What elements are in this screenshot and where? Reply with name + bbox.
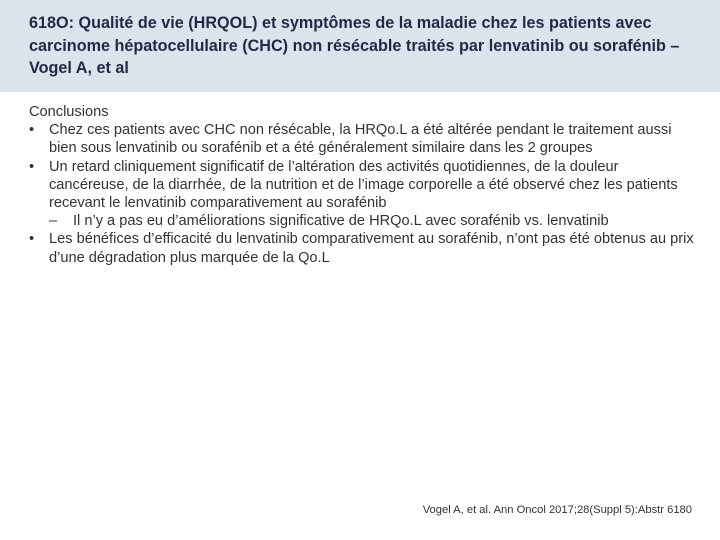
sub-bullet-marker: – xyxy=(49,213,58,230)
sub-bullet-list xyxy=(49,212,699,230)
bullet-text: Un retard cliniquement significatif de l’altération des activités quotidiennes, de la douleur cancéreuse, de la diarrhée, de la nutrition et de l’image corporelle a été observé chez les patients recevant le lenvatinib comparativement au sorafénib xyxy=(49,158,678,212)
slide-content xyxy=(29,103,699,267)
reference-citation: Vogel A, et al. Ann Oncol 2017;28(Suppl 5):Abstr 6180 xyxy=(422,504,692,516)
title-banner xyxy=(0,0,720,92)
bullet-text: Les bénéfices d’efficacité du lenvatinib comparativement au sorafénib, n’ont pas été obtenus au prix d’une dégradation plus marquée de la Qo.L xyxy=(49,231,694,266)
bullet-item xyxy=(29,158,699,231)
bullet-text: Chez ces patients avec CHC non résécable, la HRQo.L a été altérée pendant le traitement aussi bien sous lenvatinib ou sorafénib et a été généralement similaire dans les 2 groupes xyxy=(49,122,672,157)
bullet-marker: • xyxy=(29,158,35,175)
sub-bullet-text: Il n’y a pas eu d’améliorations significative de HRQo.L avec sorafénib vs. lenvatinib xyxy=(73,213,609,230)
bullet-marker: • xyxy=(29,122,35,139)
bullet-item xyxy=(29,230,699,266)
bullet-marker: • xyxy=(29,231,35,248)
section-heading: Conclusions xyxy=(29,104,109,120)
bullet-item xyxy=(29,121,699,157)
conclusions-list xyxy=(29,121,699,267)
slide-title: 618O: Qualité de vie (HRQOL) et symptômes de la maladie chez les patients avec carcinome hépatocellulaire (CHC) non résécable traités par lenvatinib ou sorafénib – Vogel A, et al xyxy=(29,14,680,77)
sub-bullet-item xyxy=(49,212,699,230)
